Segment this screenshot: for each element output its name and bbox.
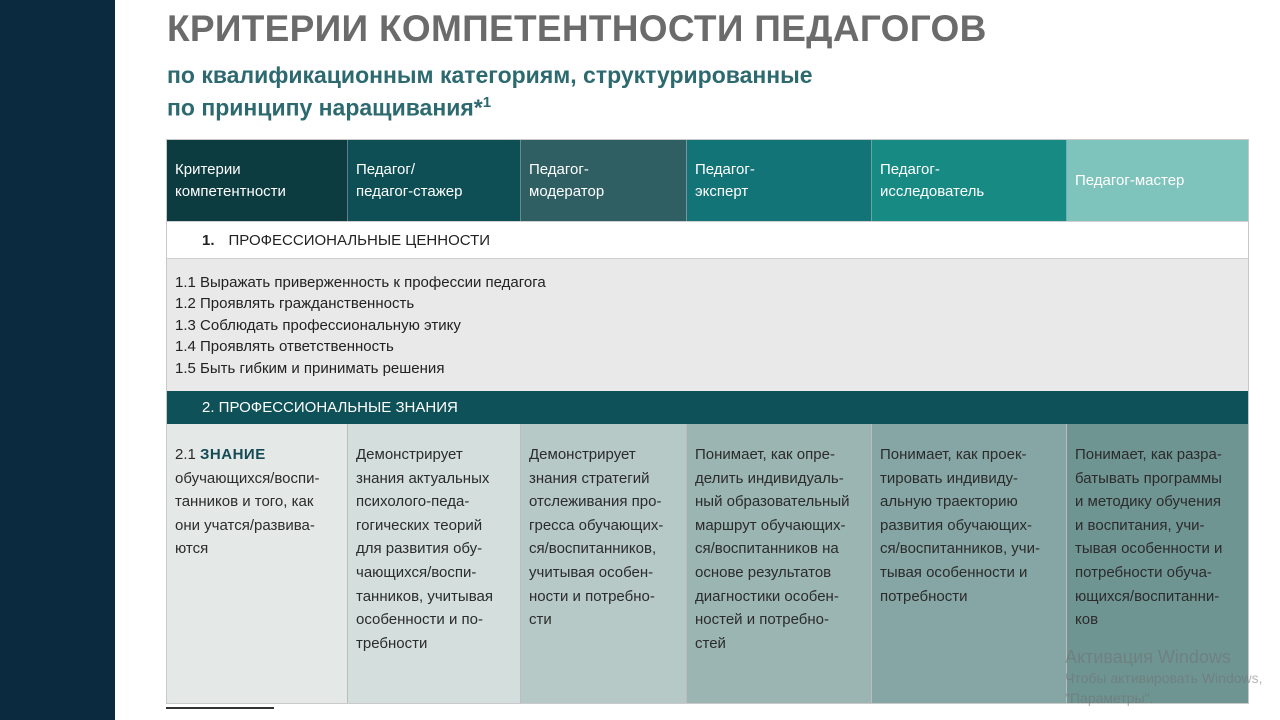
list-item: 1.4 Проявлять ответственность: [175, 338, 394, 356]
subtitle-line-2: [167, 89, 927, 122]
header-trainee: [348, 140, 521, 221]
header-moderator-label: Педагог- модератор: [529, 160, 605, 200]
master-cell-text: Понимает, как разра- батывать программы и методику обучения и воспитания, учи- тывая особенности и потребности обуча- ющихся/воспитанни- ков: [1075, 446, 1223, 629]
section-1-label: ПРОФЕССИОНАЛЬНЫЕ ЦЕННОСТИ: [228, 231, 491, 249]
header-expert-label: Педагог- эксперт: [695, 160, 755, 200]
subtitle-line-2-text: по принципу наращивания*: [167, 94, 483, 121]
windows-activation-watermark: [1065, 646, 1280, 708]
competency-table: [166, 139, 1249, 704]
page-title: КРИТЕРИИ КОМПЕТЕНТНОСТИ ПЕДАГОГОВ: [167, 8, 987, 49]
header-expert: [687, 140, 872, 221]
left-sidebar-band: [0, 0, 115, 720]
list-item: 1.1 Выражать приверженность к профессии педагога: [175, 274, 546, 291]
header-moderator: [521, 140, 687, 221]
researcher-cell: [872, 424, 1067, 704]
page-subtitle: [167, 61, 927, 122]
criterion-text: обучающихся/воспи- танников и того, как они учатся/развива- ются: [175, 469, 320, 558]
header-master-label: Педагог-мастер: [1075, 171, 1185, 189]
header-trainee-label: Педагог/ педагог-стажер: [356, 160, 463, 200]
list-item: 1.5 Быть гибким и принимать решения: [175, 359, 445, 377]
section-2-label: 2. ПРОФЕССИОНАЛЬНЫЕ ЗНАНИЯ: [202, 399, 458, 416]
watermark-subtitle: Чтобы активировать Windows,: [1065, 670, 1263, 686]
header-researcher: [872, 140, 1067, 221]
watermark-subtitle-2: "Параметры".: [1065, 690, 1154, 706]
section-professional-values: [167, 221, 1248, 259]
researcher-cell-text: Понимает, как проек- тировать индивиду- альную траекторию развития обучающих- ся/воспитанников, учи- тывая особенности и потребности: [880, 446, 1040, 605]
criterion-keyword: ЗНАНИЕ: [200, 446, 266, 463]
trainee-cell: [348, 424, 521, 704]
footnote-mark: 1: [482, 94, 492, 111]
list-item: 1.3 Соблюдать профессиональную этику: [175, 316, 461, 334]
expert-cell: [687, 424, 872, 704]
watermark-title: Активация Windows: [1065, 647, 1231, 667]
section-1-number: 1.: [202, 231, 215, 249]
table-header-row: [167, 140, 1248, 221]
subtitle-line-1: по квалификационным категориям, структурированные: [167, 62, 813, 88]
header-criteria: [167, 140, 348, 221]
trainee-cell-text: Демонстрирует знания актуальных психолого-педа- гогических теорий для развития обу- чающихся/воспи- танников, учитывая особенности и по- требности: [356, 446, 493, 652]
section-professional-knowledge: [167, 391, 1248, 424]
moderator-cell-text: Демонстрирует знания стратегий отслеживания про- гресса обучающих- ся/воспитанников, учитывая особен- ности и потребно- сти: [529, 446, 664, 629]
knowledge-criterion-cell: [167, 424, 348, 704]
criterion-prefix: 2.1: [175, 446, 201, 463]
footnote-divider: [166, 707, 274, 709]
moderator-cell: [521, 424, 687, 704]
expert-cell-text: Понимает, как опре- делить индивидуаль- ный образовательный маршрут обучающих- ся/воспитанников на основе результатов диагностики особен- ностей и потребно- стей: [695, 446, 850, 652]
values-list: [167, 259, 1248, 391]
header-master: [1067, 140, 1248, 221]
list-item: 1.2 Проявлять гражданственность: [175, 295, 415, 313]
header-researcher-label: Педагог- исследователь: [880, 160, 985, 200]
header-criteria-label: Критерии компетентности: [175, 160, 286, 200]
